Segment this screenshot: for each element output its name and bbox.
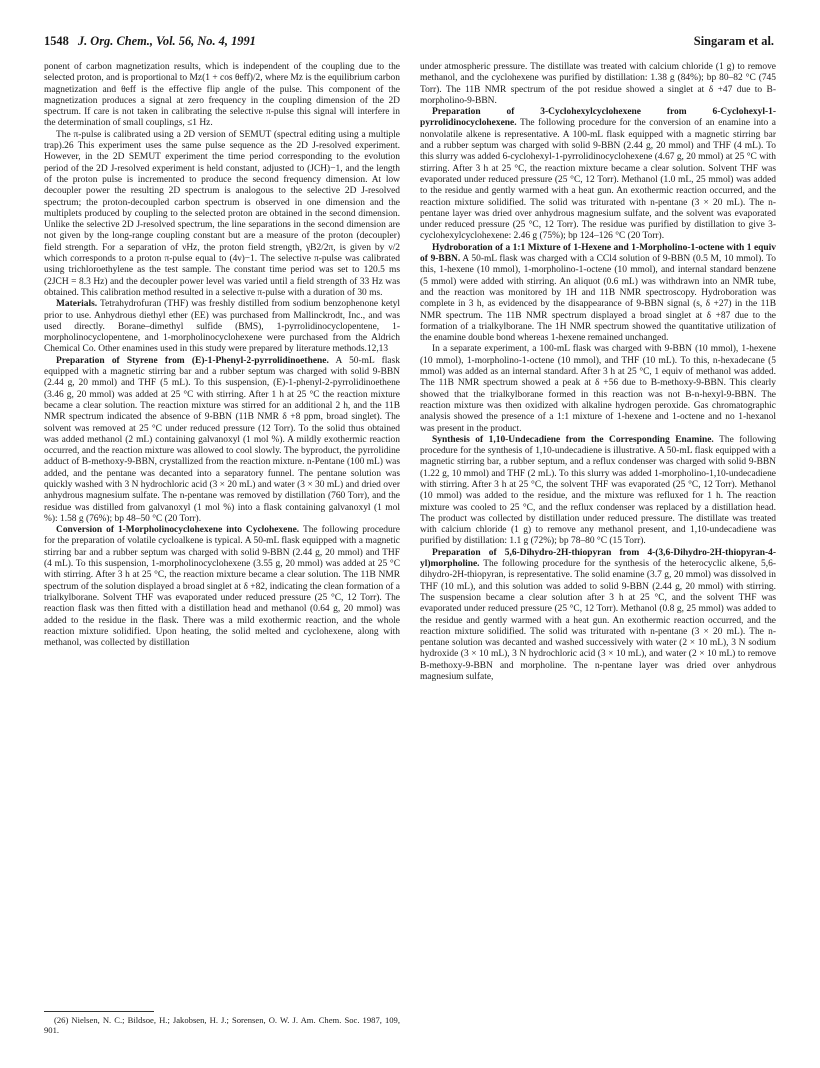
hydroboration-heading: Hydroboration of a 1:1 Mixture of 1-Hexene and 1-Morpholino-1-octene with 1 equiv of 9-BBN. [420, 242, 776, 265]
section-materials [44, 299, 400, 355]
styrene-text: A 50-mL flask equipped with a magnetic stirring bar and a rubber septum was charged with solid 9-BBN (2.44 g, 20 mmol) and THF (5 mL). To this suspension, (E)-1-phenyl-2-pyrrolidinoethene (3.46 g, 20 mmol) was added at 25 °C with stirring. After 1 h at 25 °C the reaction mixture became a clear solution. The reaction mixture was stirred for an additional 2 h, and the 11B NMR spectrum indicated the absence of 9-BBN (11B NMR δ +8 ppm, broad singlet). The solvent was removed at 25 °C under reduced pressure (12 Torr). To the solid thus obtained was added methanol (2 mL) containing galvanoxyl (1 mol %). A mildly exothermic reaction occurred, and the reaction mixture was allowed to cool slowly. The byproduct, the pyrrolidine adduct of B-methoxy-9-BBN, crystallized from the reaction mixture. n-Pentane (100 mL) was added, and the pentane was decanted into a separatory funnel. The pentane solution was quickly washed with 3 N hydrochloric acid (3 × 20 mL) and water (3 × 30 mL) and dried over anhydrous magnesium sulfate. The n-pentane was removed by distillation (760 Torr), and the residue was distilled from galvanoxyl (1 mol %) into a flask containing galvanoxyl (1 mol %): 1.58 g (76%); bp 48–50 °C (20 Torr). [44, 355, 400, 524]
section-hydroboration [420, 243, 776, 345]
section-thiopyran [420, 548, 776, 684]
section-undecadiene [420, 435, 776, 548]
hydroboration-text: A 50-mL flask was charged with a CCl4 solution of 9-BBN (0.5 M, 10 mmol). To this, 1-hexene (10 mmol), 1-morpholino-1-octene (10 mmol), and internal standard benzene (5 mmol) were added with stirring. An aliquot (0.6 mL) was withdrawn into an NMR tube, and the reaction was monitored by 1H and 11B NMR spectroscopy. Hydroboration was complete in 3 h, as evidenced by the disappearance of 9-BBN signal (s, δ +27) in the 11B NMR spectrum. The 11B NMR spectrum displayed a broad singlet at δ +87 due to the formation of a trialkylborane. The 1H NMR spectrum showed the quantitative utilization of the enamine double bond whereas 1-hexene remained unchanged. [420, 254, 777, 344]
cyclohexylcyclohexene-heading: Preparation of 3-Cyclohexylcyclohexene from 6-Cyclohexyl-1-pyrrolidinocyclohexene. [420, 107, 776, 129]
header-left [44, 34, 256, 49]
styrene-heading: Preparation of Styrene from (E)-1-Phenyl-2-pyrrolidinoethene. [56, 355, 329, 366]
undecadiene-text: The following procedure for the synthesis of 1,10-undecadiene is illustrative. A 50-mL flask equipped with a magnetic stirring bar, a rubber septum, and a reflux condenser was charged with solid 9-BBN (1.22 g, 10 mmol) and THF (2 mL). To this slurry was added 1-morpholino-1,10-undecadiene with stirring. After 3 h at 25 °C, the solvent THF was evaporated (25 °C, 12 Torr). Methanol (10 mmol) was added to the residue, and the mixture was refluxed for 1 h. The reaction mixture was cooled to 25 °C, and the reflux condenser was replaced by a distillation head. The product was collected by distillation under reduced pressure. The distillate was treated with calcium chloride (1 g) to remove any methanol present, and 1,10-undecadiene was purified by distillation: 1.1 g (72%); bp 78–80 °C (15 Torr). [420, 434, 776, 547]
thiopyran-heading: Preparation of 5,6-Dihydro-2H-thiopyran from 4-(3,6-Dihydro-2H-thiopyran-4-yl)morpholine. [420, 547, 776, 570]
cyclohexene-text: The following procedure for the preparation of volatile cycloalkene is typical. A 50-mL flask equipped with a magnetic stirring bar and a rubber septum was charged with solid 9-BBN (2.44 g, 20 mmol) and THF (4 mL). To this suspension, 1-morpholinocyclohexene (3.55 g, 20 mmol) was added at 25 °C with stirring. After 3 h at 25 °C, the reaction mixture became a clear solution. The 11B NMR spectrum of the solution displayed a broad singlet at δ +82, indicating the clean formation of a trialkylborane. Solvent THF was evaporated under reduced pressure (25 °C, 12 Torr). The reaction flask was then fitted with a distillation head and methanol (0.64 g, 20 mmol) was added to the residue in the flask. There was a mild exothermic reaction, and the whole reaction mixture solidified. Upon heating, the solid melted and cyclohexene, along with methanol, was collected by distillation [44, 525, 400, 649]
section-cyclohexylcyclohexene [420, 107, 776, 243]
paragraph-continuation: under atmospheric pressure. The distillate was treated with calcium chloride (1 g) to remove methanol, and the cyclohexene was purified by distillation: 1.38 g (84%); bp 80–82 °C (745 Torr). The 11B NMR spectrum of the pot residue showed a singlet at δ +47 due to B-morpholino-9-BBN. [420, 62, 776, 106]
cyclohexylcyclohexene-text: The following procedure for the conversion of an enamine into a nonvolatile alkene is representative. A 100-mL flask equipped with a magnetic stirring bar and a rubber septum was charged with solid 9-BBN (2.44 g, 20 mmol) and THF (4 mL). To this slurry was added 6-cyclohexyl-1-pyrrolidinocyclohexene (4.67 g, 20 mmol) at 25 °C with stirring. After 3 h at 25 °C, the reaction mixture became a clear solution. Solvent THF was evaporated under reduced pressure (25 °C, 12 Torr). Methanol (1.0 mL, 25 mmol) was added to the residue and gently warmed with a heat gun. An exothermic reaction occurred, and the reaction mixture solidified. The solid was triturated with n-pentane (3 × 20 mL). The n-pentane layer was dried over anhydrous magnesium sulfate, and the solvent was evaporated under reduced pressure (25 °C, 12 Torr). The residue was purified by distillation to give 3-cyclohexylcyclohexene: 2.46 g (75%); bp 124–126 °C (20 Torr). [420, 118, 776, 242]
left-column [44, 62, 400, 649]
materials-heading: Materials. [56, 299, 98, 310]
materials-text: Tetrahydrofuran (THF) was freshly distilled from sodium benzophenone ketyl prior to use. Anhydrous diethyl ether (EE) was purchased from Mallinckrodt, Inc., and was used directly. Borane–dimethyl sulfide (BMS), 1-pyrrolidinocyclopentene, 1-morpholinocyclopentene, and 1-morpholinocyclohexene were purchased from the Aldrich Chemical Co. Other enamines used in this study were prepared by literature methods.12,13 [44, 299, 400, 355]
journal-citation: J. Org. Chem., Vol. 56, No. 4, 1991 [77, 34, 256, 48]
running-header [44, 34, 774, 52]
section-cyclohexene [44, 525, 400, 649]
undecadiene-heading: Synthesis of 1,10-Undecadiene from the Corresponding Enamine. [432, 434, 714, 445]
paragraph-separate-experiment: In a separate experiment, a 100-mL flask was charged with 9-BBN (10 mmol), 1-hexene (10 mmol), 1-morpholino-1-octene (10 mmol), and THF (10 mL). To this, n-hexadecane (5 mmol) was added as an internal standard. After 3 h at 25 °C, 1 equiv of methanol was added. The 11B NMR spectrum showed a peak at δ +56 due to B-methoxy-9-BBN. This clearly showed that the trialkylborane formed in this reaction was not B-n-hexyl-9-BBN. The reaction mixture was then oxidized with alkaline hydrogen peroxide. Gas chromatographic analysis showed the presence of a 1:1 mixture of 1-hexene and 1-octene and no 1-hexanol was present in the product. [420, 344, 776, 434]
page-number: 1548 [44, 34, 69, 48]
header-authors: Singaram et al. [693, 34, 774, 48]
thiopyran-text: The following procedure for the synthesis of the heterocyclic alkene, 5,6-dihydro-2H-thiopyran, is representative. The solid enamine (3.7 g, 20 mmol) was dissolved in THF (10 mL), and this solution was added to solid 9-BBN (2.44 g, 20 mmol) with stirring. The suspension became a clear solution after 3 h at 25 °C, and the solvent THF was evaporated under reduced pressure (25 °C, 12 Torr). Methanol (0.8 g, 25 mmol) was added to the residue and gently warmed with a heat gun. An exothermic reaction occurred, and the reaction mixture solidified. The solid was triturated with n-pentane (3 × 20 mL). The n-pentane solution was decanted and washed successively with water (2 × 10 mL), 3 N sodium hydroxide (3 × 10 mL), 3 N hydrochloric acid (3 × 10 mL), and water (2 × 10 mL) to remove B-methoxy-9-BBN and morpholine. The n-pentane layer was dried over anhydrous magnesium sulfate, [420, 559, 776, 683]
cyclohexene-heading: Conversion of 1-Morpholinocyclohexene into Cyclohexene. [56, 525, 300, 536]
paragraph-pulse-calibration: The π-pulse is calibrated using a 2D version of SEMUT (spectral editing using a multiple trap).26 This experiment uses the same pulse sequence as the 2D J-resolved experiment. However, in the 2D SEMUT experiment the time period corresponding to the evolution period of the 2D J-resolved experiment is held constant, adjusted to (JCH)−1, and the length of the proton pulse is incremented to produce the second frequency dimension. At low decoupler power the resulting 2D spectrum is analogous to the selective 2D J-resolved spectrum; the proton-decoupled carbon spectrum is observed in one dimension and the multiplets produced by coupling to the selected proton are obtained in the second dimension. Unlike the selective 2D J-resolved spectrum, the line separations in the second dimension are not given by the long-range coupling constant but are a measure of the proton (decoupler) field strength. For a separation of νHz, the proton field strength, γB2/2π, is given by ν/2 which corresponds to a proton π-pulse equal to (4ν)−1. The selective π-pulse was calibrated using trichloroethylene as the test sample. The constant time period was set to 120.5 ms (2JCH = 8.3 Hz) and the decoupler power level was varied until a field strength of 33 Hz was obtained. This calibration method resulted in a selective π-pulse with a duration of 30 ms. [44, 129, 400, 298]
section-styrene [44, 356, 400, 525]
footnote-rule [44, 1011, 154, 1012]
right-column [420, 62, 776, 683]
footnote-26: (26) Nielsen, N. C.; Bildsoe, H.; Jakobsen, H. J.; Sorensen, O. W. J. Am. Chem. Soc. 1987, 109, 901. [44, 1015, 400, 1036]
footnote [44, 1015, 400, 1035]
paragraph-magnetization: ponent of carbon magnetization results, which is independent of the coupling due to the selected proton, and is proportional to Mz(1 + cos θeff)/2, where Mz is the equilibrium carbon magnetization and θeff is the effective flip angle of the pulse. This component of the magnetization produces a signal at zero frequency in the coupling dimension of the 2D spectrum. If care is not taken in calibrating the selective π-pulse this signal will interfere in the determination of small couplings, ≤1 Hz. [44, 62, 400, 129]
